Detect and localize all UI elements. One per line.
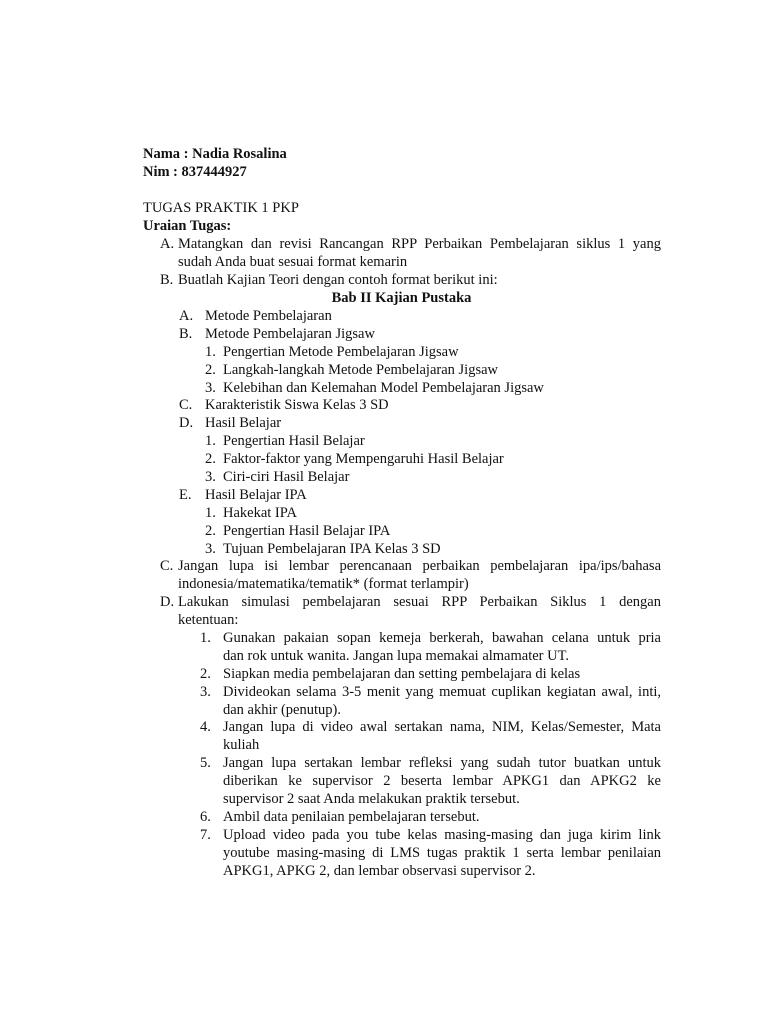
nim-label: Nim — [143, 164, 170, 180]
outline-item: Metode Pembelajaran — [205, 308, 332, 324]
ketentuan-line: kuliah — [223, 737, 260, 753]
task-c-line2: indonesia/matematika/tematik* (format terlampir) — [178, 576, 469, 592]
task-a-line2: sudah Anda buat sesuai format kemarin — [178, 254, 408, 270]
task-a-marker: A. — [160, 236, 175, 252]
ketentuan-marker: 3. — [200, 684, 211, 700]
outline-subitem: Langkah-langkah Metode Pembelajaran Jigsaw — [223, 362, 499, 378]
ketentuan-line: Ambil data penilaian pembelajaran tersebut. — [223, 809, 480, 825]
student-nim — [143, 164, 247, 182]
outline-subitem-marker: 1. — [205, 433, 216, 449]
document-title: TUGAS PRAKTIK 1 PKP — [143, 200, 299, 216]
ketentuan-line: Jangan lupa sertakan lembar refleksi yang sudah tutor buatkan untuk — [223, 755, 661, 771]
ketentuan-line: Divideokan selama 3-5 menit yang memuat cuplikan kegiatan awal, inti, — [223, 684, 661, 700]
uraian-label: Uraian Tugas: — [143, 218, 232, 234]
task-d-marker: D. — [160, 594, 175, 610]
outline-subitem: Hakekat IPA — [223, 505, 297, 521]
outline-item: Hasil Belajar IPA — [205, 487, 307, 503]
outline-subitem-marker: 3. — [205, 380, 216, 396]
task-d-line1: Lakukan simulasi pembelajaran sesuai RPP Perbaikan Siklus 1 dengan — [178, 594, 661, 610]
ketentuan-line: dan rok untuk wanita. Jangan lupa memakai almamater UT. — [223, 648, 570, 664]
outline-subitem: Tujuan Pembelajaran IPA Kelas 3 SD — [223, 541, 441, 557]
ketentuan-line: supervisor 2 saat Anda melakukan praktik tersebut. — [223, 791, 520, 807]
outline-item: Metode Pembelajaran Jigsaw — [205, 326, 375, 342]
outline-subitem: Pengertian Metode Pembelajaran Jigsaw — [223, 344, 459, 360]
outline-subitem: Pengertian Hasil Belajar IPA — [223, 523, 391, 539]
ketentuan-marker: 4. — [200, 719, 211, 735]
outline-subitem: Pengertian Hasil Belajar — [223, 433, 365, 449]
task-b-text: Buatlah Kajian Teori dengan contoh format berikut ini: — [178, 272, 498, 288]
task-c-line1: Jangan lupa isi lembar perencanaan perbaikan pembelajaran ipa/ips/bahasa — [178, 558, 661, 574]
ketentuan-line: Upload video pada you tube kelas masing-masing dan juga kirim link — [223, 827, 661, 843]
bab-heading: Bab II Kajian Pustaka — [331, 290, 472, 306]
ketentuan-line: Siapkan media pembelajaran dan setting pembelajara di kelas — [223, 666, 581, 682]
task-a-line1: Matangkan dan revisi Rancangan RPP Perbaikan Pembelajaran siklus 1 yang — [178, 236, 661, 252]
ketentuan-marker: 7. — [200, 827, 211, 843]
ketentuan-marker: 1. — [200, 630, 211, 646]
ketentuan-line: dan akhir (penutup). — [223, 702, 341, 718]
outline-subitem: Faktor-faktor yang Mempengaruhi Hasil Belajar — [223, 451, 504, 467]
outline-item-marker: C. — [179, 397, 193, 413]
ketentuan-line: diberikan ke supervisor 2 beserta lembar APKG1 dan APKG2 ke — [223, 773, 661, 789]
ketentuan-line: Jangan lupa di video awal sertakan nama, NIM, Kelas/Semester, Mata — [223, 719, 661, 735]
outline-subitem-marker: 2. — [205, 523, 216, 539]
outline-subitem-marker: 3. — [205, 469, 216, 485]
outline-item-marker: B. — [179, 326, 193, 342]
outline-item-marker: A. — [179, 308, 194, 324]
outline-subitem: Ciri-ciri Hasil Belajar — [223, 469, 350, 485]
outline-item: Karakteristik Siswa Kelas 3 SD — [205, 397, 389, 413]
outline-subitem-marker: 2. — [205, 451, 216, 467]
outline-subitem-marker: 1. — [205, 505, 216, 521]
outline-subitem-marker: 2. — [205, 362, 216, 378]
outline-item-marker: E. — [179, 487, 192, 503]
ketentuan-line: Gunakan pakaian sopan kemeja berkerah, bawahan celana untuk pria — [223, 630, 661, 646]
ketentuan-marker: 6. — [200, 809, 211, 825]
task-c-marker: C. — [160, 558, 174, 574]
outline-item-marker: D. — [179, 415, 194, 431]
ketentuan-line: youtube masing-masing di LMS tugas praktik 1 serta lembar penilaian — [223, 845, 661, 861]
outline-item: Hasil Belajar — [205, 415, 282, 431]
ketentuan-marker: 5. — [200, 755, 211, 771]
task-d-line2: ketentuan: — [178, 612, 239, 628]
outline-subitem-marker: 3. — [205, 541, 216, 557]
ketentuan-line: APKG1, APKG 2, dan lembar observasi supervisor 2. — [223, 863, 536, 879]
outline-subitem-marker: 1. — [205, 344, 216, 360]
task-b-marker: B. — [160, 272, 174, 288]
outline-subitem: Kelebihan dan Kelemahan Model Pembelajaran Jigsaw — [223, 380, 544, 396]
nim-value: : 837444927 — [173, 164, 247, 180]
ketentuan-marker: 2. — [200, 666, 211, 682]
student-name: Nama : Nadia Rosalina — [143, 146, 287, 162]
